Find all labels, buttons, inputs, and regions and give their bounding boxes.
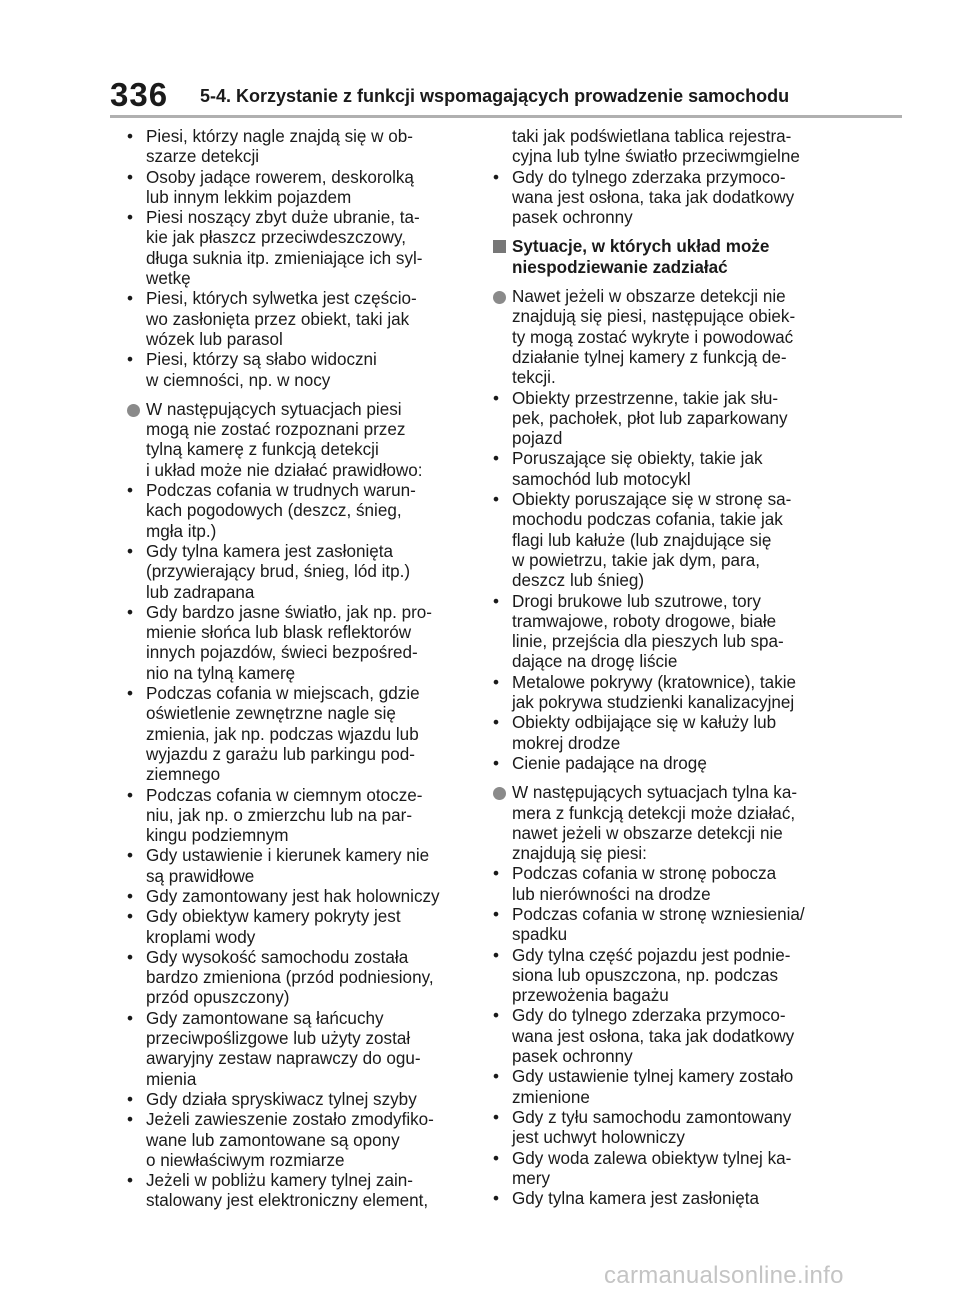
list-item-continuation: oświetlenie zewnętrzne nagle się (146, 704, 396, 724)
list-item: • Gdy z tyłu samochodu zamontowany (478, 1108, 812, 1128)
list-item: • Gdy ustawienie i kierunek kamery nie (112, 846, 464, 866)
list-item: • Gdy obiektyw kamery pokryty jest (112, 907, 464, 927)
list-item-continuation: w ciemności, np. w nocy (146, 370, 331, 390)
list-item-continuation: mienie słońca lub blask reflektorów (146, 623, 412, 643)
list-item: • Gdy tylna część pojazdu jest podnie- (478, 946, 812, 966)
section-title: 5-4. Korzystanie z funkcji wspomagających prowadzenie samochodu (200, 86, 790, 106)
list-item: • Podczas cofania w stronę wzniesienia/ (478, 905, 812, 925)
list-item-continuation: stalowany jest elektroniczny element, (146, 1191, 429, 1211)
list-item-continuation: (przywierający brud, śnieg, lód itp.) (146, 562, 411, 582)
list-item: • Gdy ustawienie tylnej kamery zostało (478, 1067, 812, 1087)
list-item-continuation: bardzo zmieniona (przód podniesiony, (146, 968, 434, 988)
circle-bullet-icon (493, 787, 506, 800)
right-column (478, 127, 812, 1209)
list-item-continuation: szarze detekcji (146, 147, 260, 167)
list-item: • Piesi, którzy nagle znajdą się w ob- (112, 127, 464, 147)
list-item: • Jeżeli w pobliżu kamery tylnej zain- (112, 1171, 464, 1191)
list-item-continuation: pojazd (512, 429, 563, 449)
list-item: • Piesi noszący zbyt duże ubranie, ta- (112, 208, 464, 228)
list-item-continuation: lub nierówności na drodze (512, 884, 711, 904)
list-item: • Obiekty przestrzenne, takie jak słu- (478, 389, 812, 409)
list-item: • Podczas cofania w ciemnym otocze- (112, 786, 464, 806)
left-column (112, 127, 464, 1212)
list-item-continuation: wózek lub parasol (146, 329, 283, 349)
list-item: • Gdy woda zalewa obiektyw tylnej ka- (478, 1149, 812, 1169)
list-item-continuation: dające na drogę liście (512, 652, 678, 672)
list-item-continuation: taki jak podświetlana tablica rejestra- (512, 127, 792, 146)
list-item-continuation: ziemnego (146, 765, 221, 785)
list-item-continuation: awaryjny zestaw naprawczy do ogu- (146, 1049, 421, 1069)
list-item-continuation: jest uchwyt holowniczy (512, 1128, 685, 1148)
list-item: • Gdy zamontowane są łańcuchy (112, 1009, 464, 1029)
list-item-continuation: pasek ochronny (512, 1047, 633, 1067)
list-item-continuation: wana jest osłona, taka jak dodatkowy (512, 187, 795, 207)
list-item-continuation: przód opuszczony) (146, 988, 290, 1008)
list-item-continuation: cyjna lub tylne światło przeciwmgielne (512, 147, 800, 167)
list-item-continuation: lub zadrapana (146, 582, 255, 602)
list-item: • Jeżeli zawieszenie zostało zmodyfiko- (112, 1110, 464, 1130)
list-item-continuation: przewożenia bagażu (512, 986, 669, 1006)
list-item-continuation: wyjazdu z garażu lub parkingu pod- (146, 744, 415, 764)
list-item-continuation: deszcz lub śnieg) (512, 571, 645, 591)
list-item-continuation: zmienione (512, 1087, 590, 1107)
list-item-continuation: innych pojazdów, świeci bezpośred- (146, 643, 418, 663)
list-item-continuation: mochodu podczas cofania, takie jak (512, 510, 783, 530)
list-item-continuation: samochód lub motocykl (512, 469, 691, 489)
page-header (0, 78, 960, 118)
list-item: • Gdy wysokość samochodu została (112, 948, 464, 968)
list-item-continuation: spadku (512, 925, 568, 945)
list-item-continuation: długa suknia itp. zmieniające ich syl- (146, 248, 423, 268)
note-paragraph: Nawet jeżeli w obszarze detekcji nie znajdują się piesi, następujące obiek- ty mogą zostać wykryte i powodować działanie tylnej kamery z funkcją de- tekcji. (478, 287, 812, 388)
list-item: • Drogi brukowe lub szutrowe, tory (478, 592, 812, 612)
list-item-continuation: kingu podziemnym (146, 826, 289, 846)
list-item: • Osoby jadące rowerem, deskorolką (112, 168, 464, 188)
list-item: • Podczas cofania w miejscach, gdzie (112, 684, 464, 704)
list-item-continuation: linie, przejścia dla pieszych lub spa- (512, 632, 784, 652)
list-item: • Piesi, którzy są słabo widoczni (112, 350, 464, 370)
list-item: • Gdy działa spryskiwacz tylnej szyby (112, 1090, 464, 1110)
list-item: • Metalowe pokrywy (kratownice), takie (478, 673, 812, 693)
list-item: • Gdy zamontowany jest hak holowniczy (112, 887, 464, 907)
list-item: • Gdy tylna kamera jest zasłonięta (478, 1189, 812, 1209)
list-item-continuation: kie jak płaszcz przeciwdeszczowy, (146, 228, 406, 248)
list-item: • Podczas cofania w trudnych warun- (112, 481, 464, 501)
list-item-continuation: pasek ochronny (512, 208, 633, 228)
list-item-continuation: mienia (146, 1069, 197, 1089)
list-item-continuation: wetkę (146, 269, 191, 289)
list-item-continuation: kroplami wody (146, 927, 256, 947)
note-paragraph: W następujących sytuacjach piesi mogą nie zostać rozpoznani przez tylną kamerę z funkcją detekcji i układ może nie działać prawidłowo: (112, 400, 464, 481)
list-item-continuation: niu, jak np. o zmierzchu lub na par- (146, 805, 413, 825)
circle-bullet-icon (127, 404, 140, 417)
watermark: carmanualsonline.info (604, 1262, 844, 1289)
list-item: • Obiekty odbijające się w kałuży lub (478, 713, 812, 733)
page-number: 336 (110, 76, 169, 113)
list-item: • Poruszające się obiekty, takie jak (478, 449, 812, 469)
list-item: • Podczas cofania w stronę pobocza (478, 864, 812, 884)
note-paragraph: W następujących sytuacjach tylna ka- mera z funkcją detekcji może działać, nawet jeżeli w obszarze detekcji nie znajdują się piesi: (478, 783, 812, 864)
list-item-continuation: przeciwpoślizgowe lub użyty został (146, 1029, 411, 1049)
list-item-continuation: są prawidłowe (146, 866, 255, 886)
list-item-continuation: nio na tylną kamerę (146, 663, 296, 683)
circle-bullet-icon (493, 291, 506, 304)
list-item-continuation: w powietrzu, takie jak dym, para, (512, 550, 760, 570)
list-item-continuation: lub innym lekkim pojazdem (146, 187, 352, 207)
list-item-continuation: wo zasłonięta przez obiekt, taki jak (146, 309, 410, 329)
list-item: • Obiekty poruszające się w stronę sa- (478, 490, 812, 510)
list-item-continuation: wana jest osłona, taka jak dodatkowy (512, 1026, 795, 1046)
list-item: • Gdy do tylnego zderzaka przymoco- (478, 1006, 812, 1026)
list-item-continuation: tramwajowe, roboty drogowe, białe (512, 611, 777, 631)
list-item-continuation: pek, pachołek, płot lub zaparkowany (512, 408, 788, 428)
list-item: • Cienie padające na drogę (478, 754, 812, 774)
list-item-continuation: kach pogodowych (deszcz, śnieg, (146, 501, 402, 521)
list-item-continuation: mery (512, 1168, 550, 1188)
list-item: • Gdy tylna kamera jest zasłonięta (112, 542, 464, 562)
list-item-continuation: flagi lub kałuże (lub znajdujące się (512, 530, 772, 550)
list-item-continuation: siona lub opuszczona, np. podczas (512, 965, 779, 985)
list-item-continuation: o niewłaściwym rozmiarze (146, 1150, 345, 1170)
list-item-continuation: mgła itp.) (146, 521, 217, 541)
list-item: • Gdy bardzo jasne światło, jak np. pro- (112, 603, 464, 623)
list-item-continuation: zmienia, jak np. podczas wjazdu lub (146, 724, 419, 744)
list-item: • Gdy do tylnego zderzaka przymoco- (478, 168, 812, 188)
section-heading: Sytuacje, w których układ może niespodziewanie zadziałać (478, 237, 812, 278)
list-item: • Piesi, których sylwetka jest częścio- (112, 289, 464, 309)
header-divider (110, 115, 902, 118)
list-item-continuation: mokrej drodze (512, 733, 621, 753)
list-item-continuation: wane lub zamontowane są opony (146, 1130, 400, 1150)
square-bullet-icon (493, 240, 506, 253)
list-item-continuation: jak pokrywa studzienki kanalizacyjnej (512, 693, 795, 713)
